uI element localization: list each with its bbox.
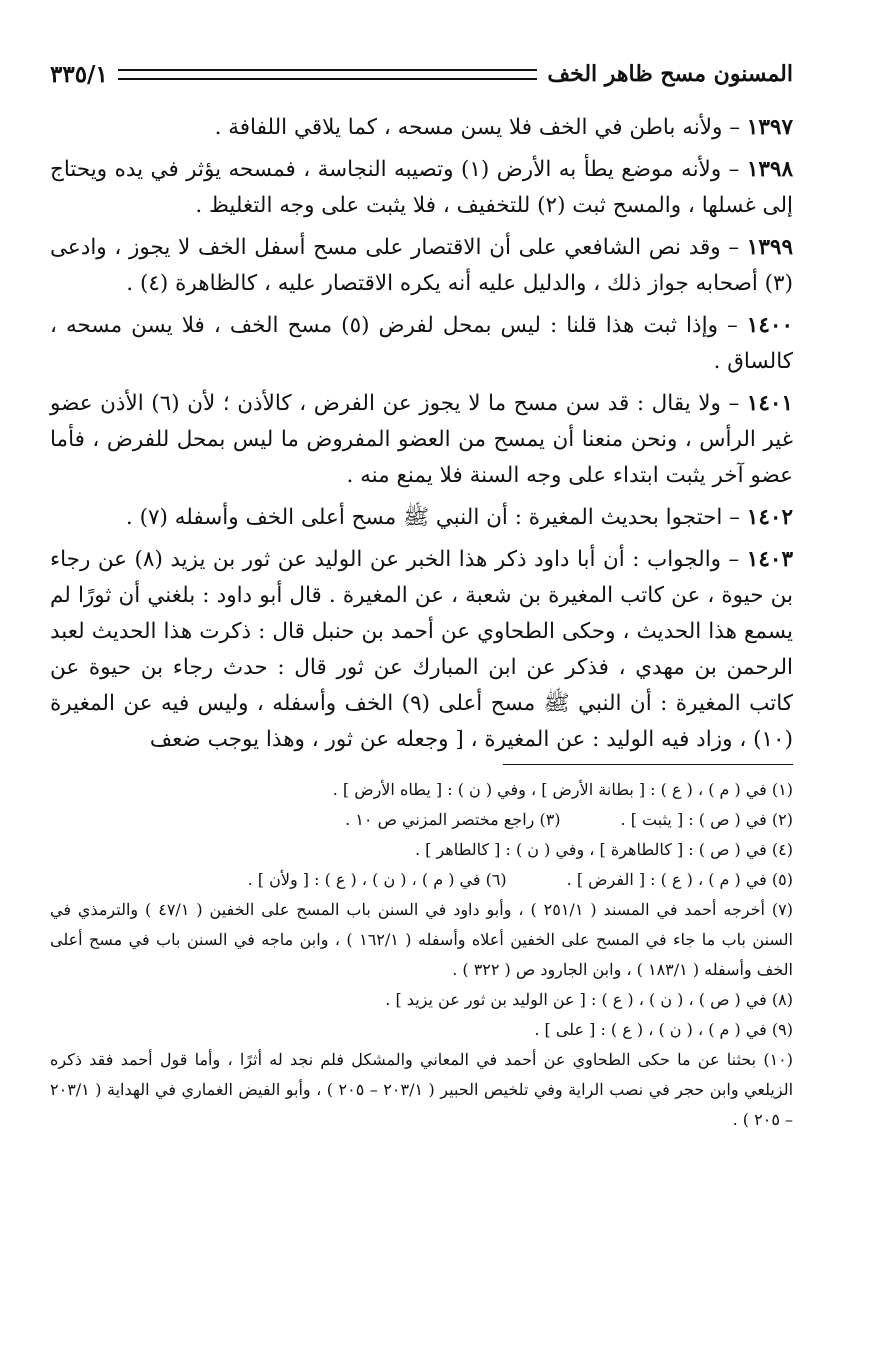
paragraph <box>50 152 793 224</box>
book-page <box>50 50 793 1135</box>
paragraph-number: ١٤٠٢ <box>746 505 793 530</box>
paragraph <box>50 542 793 758</box>
footnote: (٨) في ( ص ) ، ( ن ) ، ( ع ) : [ عن الوليد بن ثور عن يزيد ] . <box>385 990 793 1009</box>
paragraph <box>50 230 793 302</box>
footnotes <box>50 775 793 1135</box>
paragraph-text: – ولأنه باطن في الخف فلا يسن مسحه ، كما يلاقي اللفافة . <box>214 115 747 140</box>
page-header <box>50 50 793 98</box>
footnote: (٥) في ( م ) ، ( ع ) : [ الفرض ] . <box>566 870 793 889</box>
paragraph-number: ١٤٠١ <box>746 391 793 416</box>
footnote-row <box>50 805 793 835</box>
paragraph <box>50 110 793 146</box>
paragraph-text: – والجواب : أن أبا داود ذكر هذا الخبر عن الوليد عن ثور بن يزيد (٨) عن رجاء بن حيوة ، عن كاتب المغيرة بن شعبة ، عن المغيرة . قال أبو داود : بلغني أن ثورًا لم يسمع هذا الحديث ، وحكى الطحاوي عن أحمد بن حنبل قال : ذكرت هذا الحديث لعبد الرحمن بن مهدي ، فذكر عن ابن المبارك عن ثور قال : حدث رجاء بن حيوة عن كاتب المغيرة : أن النبي ﷺ مسح أعلى (٩) الخف وأسفله ، وليس فيه عن المغيرة (١٠) ، وزاد فيه الوليد : عن المغيرة ، [ وجعله عن ثور ، وهذا يوجب ضعف <box>50 547 793 752</box>
paragraph-text: – ولأنه موضع يطأ به الأرض (١) وتصيبه النجاسة ، فمسحه يؤثر في يده ويحتاج إلى غسلها ، والمسح ثبت (٢) للتخفيف ، فلا يثبت على وجه التغليظ . <box>50 157 793 218</box>
paragraph-text: – وإذا ثبت هذا قلنا : ليس بمحل لفرض (٥) مسح الخف ، فلا يسن مسحه ، كالساق . <box>50 313 793 374</box>
footnote: (٦) في ( م ) ، ( ن ) ، ( ع ) : [ ولأن ] . <box>247 870 507 889</box>
paragraph-number: ١٣٩٧ <box>746 115 793 140</box>
footnote: (٢) في ( ص ) : [ يثبت ] . <box>620 810 793 829</box>
paragraph-text: – ولا يقال : قد سن مسح ما لا يجوز عن الفرض ، كالأذن ؛ لأن (٦) الأذن عضو غير الرأس ، ونحن منعنا أن يمسح من العضو المفروض ما ليس بمحل للفرض ، فأما عضو آخر يثبت ابتداء على وجه السنة فلا يمنع منه . <box>50 391 793 488</box>
footnote: (٩) في ( م ) ، ( ن ) ، ( ع ) : [ على ] . <box>534 1020 793 1039</box>
paragraph <box>50 386 793 494</box>
paragraph-number: ١٤٠٣ <box>746 547 793 572</box>
paragraph-number: ١٣٩٨ <box>746 157 794 182</box>
footnote: (١) في ( م ) ، ( ع ) : [ بطانة الأرض ] ، وفي ( ن ) : [ يطاه الأرض ] . <box>332 780 793 799</box>
paragraph <box>50 308 793 380</box>
paragraph-number: ١٤٠٠ <box>746 313 793 338</box>
paragraph-text: – وقد نص الشافعي على أن الاقتصار على مسح أسفل الخف لا يجوز ، وادعى (٣) أصحابه جواز ذلك ، والدليل عليه أنه يكره الاقتصار عليه ، كالظاهرة (٤) . <box>50 235 793 296</box>
paragraph-text: – احتجوا بحديث المغيرة : أن النبي ﷺ مسح أعلى الخف وأسفله (٧) . <box>125 505 747 530</box>
footnote: (٣) راجع مختصر المزني ص ١٠ . <box>345 810 561 829</box>
main-text <box>50 110 793 758</box>
footnote: (٤) في ( ص ) : [ كالطاهرة ] ، وفي ( ن ) : [ كالطاهر ] . <box>414 840 793 859</box>
footnote-separator <box>503 764 793 765</box>
footnote: (١٠) بحثنا عن ما حكى الطحاوي عن أحمد في المعاني والمشكل فلم نجد له أثرًا ، وأما قول أحمد فقد ذكره الزيلعي وابن حجر في نصب الراية وفي تلخيص الحبير ( ٢٠٣/١ – ٢٠٥ ) ، وأبو الفيض الغماري في الهداية ( ٢٠٣/١ – ٢٠٥ ) . <box>50 1050 794 1129</box>
page-number: ٣٣٥/١ <box>50 60 108 88</box>
paragraph <box>50 500 793 536</box>
header-rule <box>118 69 538 80</box>
paragraph-number: ١٣٩٩ <box>746 235 793 260</box>
footnote: (٧) أخرجه أحمد في المسند ( ٢٥١/١ ) ، وأبو داود في السنن باب المسح على الخفين ( ٤٧/١ ) والترمذي في السنن باب ما جاء في المسح على الخفين أعلاه وأسفله ( ١٦٢/١ ) ، وابن ماجه في السنن باب في مسح أعلى الخف وأسفله ( ١٨٣/١ ) ، وابن الجارود ص ( ٣٢٢ ) . <box>50 900 794 979</box>
running-title: المسنون مسح ظاهر الخف <box>547 61 793 87</box>
footnote-row <box>50 865 793 895</box>
